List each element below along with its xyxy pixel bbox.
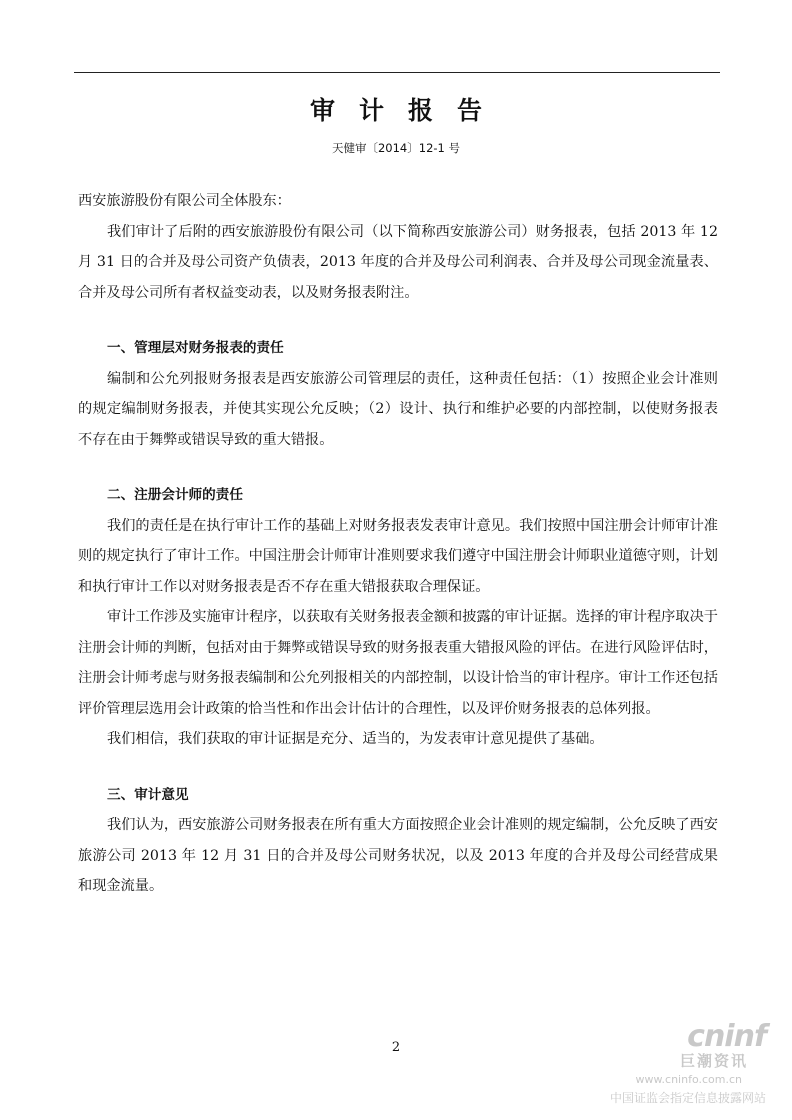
report-body (78, 186, 718, 902)
watermark-org: 中国证监会指定信息披露网站 (609, 1091, 766, 1105)
watermark-url: www.cninfo.com.cn (635, 1073, 742, 1086)
auditor-paragraph-3: 我们相信，我们获取的审计证据是充分、适当的，为发表审计意见提供了基础。 (107, 731, 604, 747)
intro-paragraph: 我们审计了后附的西安旅游股份有限公司（以下简称西安旅游公司）财务报表，包括 2013 年 12 月 31 日的合并及母公司资产负债表，2013 年度的合并及母公司利润表、合并及母公司现金流量表、合并及母公司所有者权益变动表，以及财务报表附注。 (78, 223, 718, 301)
watermark-logo: cninf (687, 1019, 766, 1054)
section-heading-auditor: 二、注册会计师的责任 (107, 487, 243, 503)
cninfo-watermark (596, 1019, 766, 1106)
salutation: 西安旅游股份有限公司全体股东： (78, 193, 291, 209)
section-heading-opinion: 三、审计意见 (107, 786, 189, 803)
report-title: 审计报告 (309, 96, 506, 125)
header-rule (74, 72, 720, 73)
management-paragraph: 编制和公允列报财务报表是西安旅游公司管理层的责任，这种责任包括：（1）按照企业会计准则的规定编制财务报表，并使其实现公允反映；（2）设计、执行和维护必要的内部控制，以使财务报表不存在由于舞弊或错误导致的重大错报。 (78, 370, 718, 448)
auditor-paragraph-1: 我们的责任是在执行审计工作的基础上对财务报表发表审计意见。我们按照中国注册会计师审计准则的规定执行了审计工作。中国注册会计师审计准则要求我们遵守中国注册会计师职业道德守则，计划和执行审计工作以对财务报表是否不存在重大错报获取合理保证。 (78, 517, 718, 595)
section-heading-management: 一、管理层对财务报表的责任 (107, 340, 284, 356)
page-number: 2 (391, 1040, 401, 1055)
opinion-paragraph: 我们认为，西安旅游公司财务报表在所有重大方面按照企业会计准则的规定编制，公允反映了西安旅游公司 2013 年 12 月 31 日的合并及母公司财务状况，以及 2013 年度的合并及母公司经营成果和现金流量。 (78, 817, 718, 894)
watermark-cn-name: 巨潮资讯 (679, 1052, 748, 1070)
document-number: 天健审〔2014〕12-1 号 (331, 141, 461, 155)
auditor-paragraph-2: 审计工作涉及实施审计程序，以获取有关财务报表金额和披露的审计证据。选择的审计程序取决于注册会计师的判断，包括对由于舞弊或错误导致的财务报表重大错报风险的评估。在进行风险评估时，注册会计师考虑与财务报表编制和公允列报相关的内部控制，以设计恰当的审计程序。审计工作还包括评价管理层选用会计政策的恰当性和作出会计估计的合理性，以及评价财务报表的总体列报。 (78, 609, 718, 717)
